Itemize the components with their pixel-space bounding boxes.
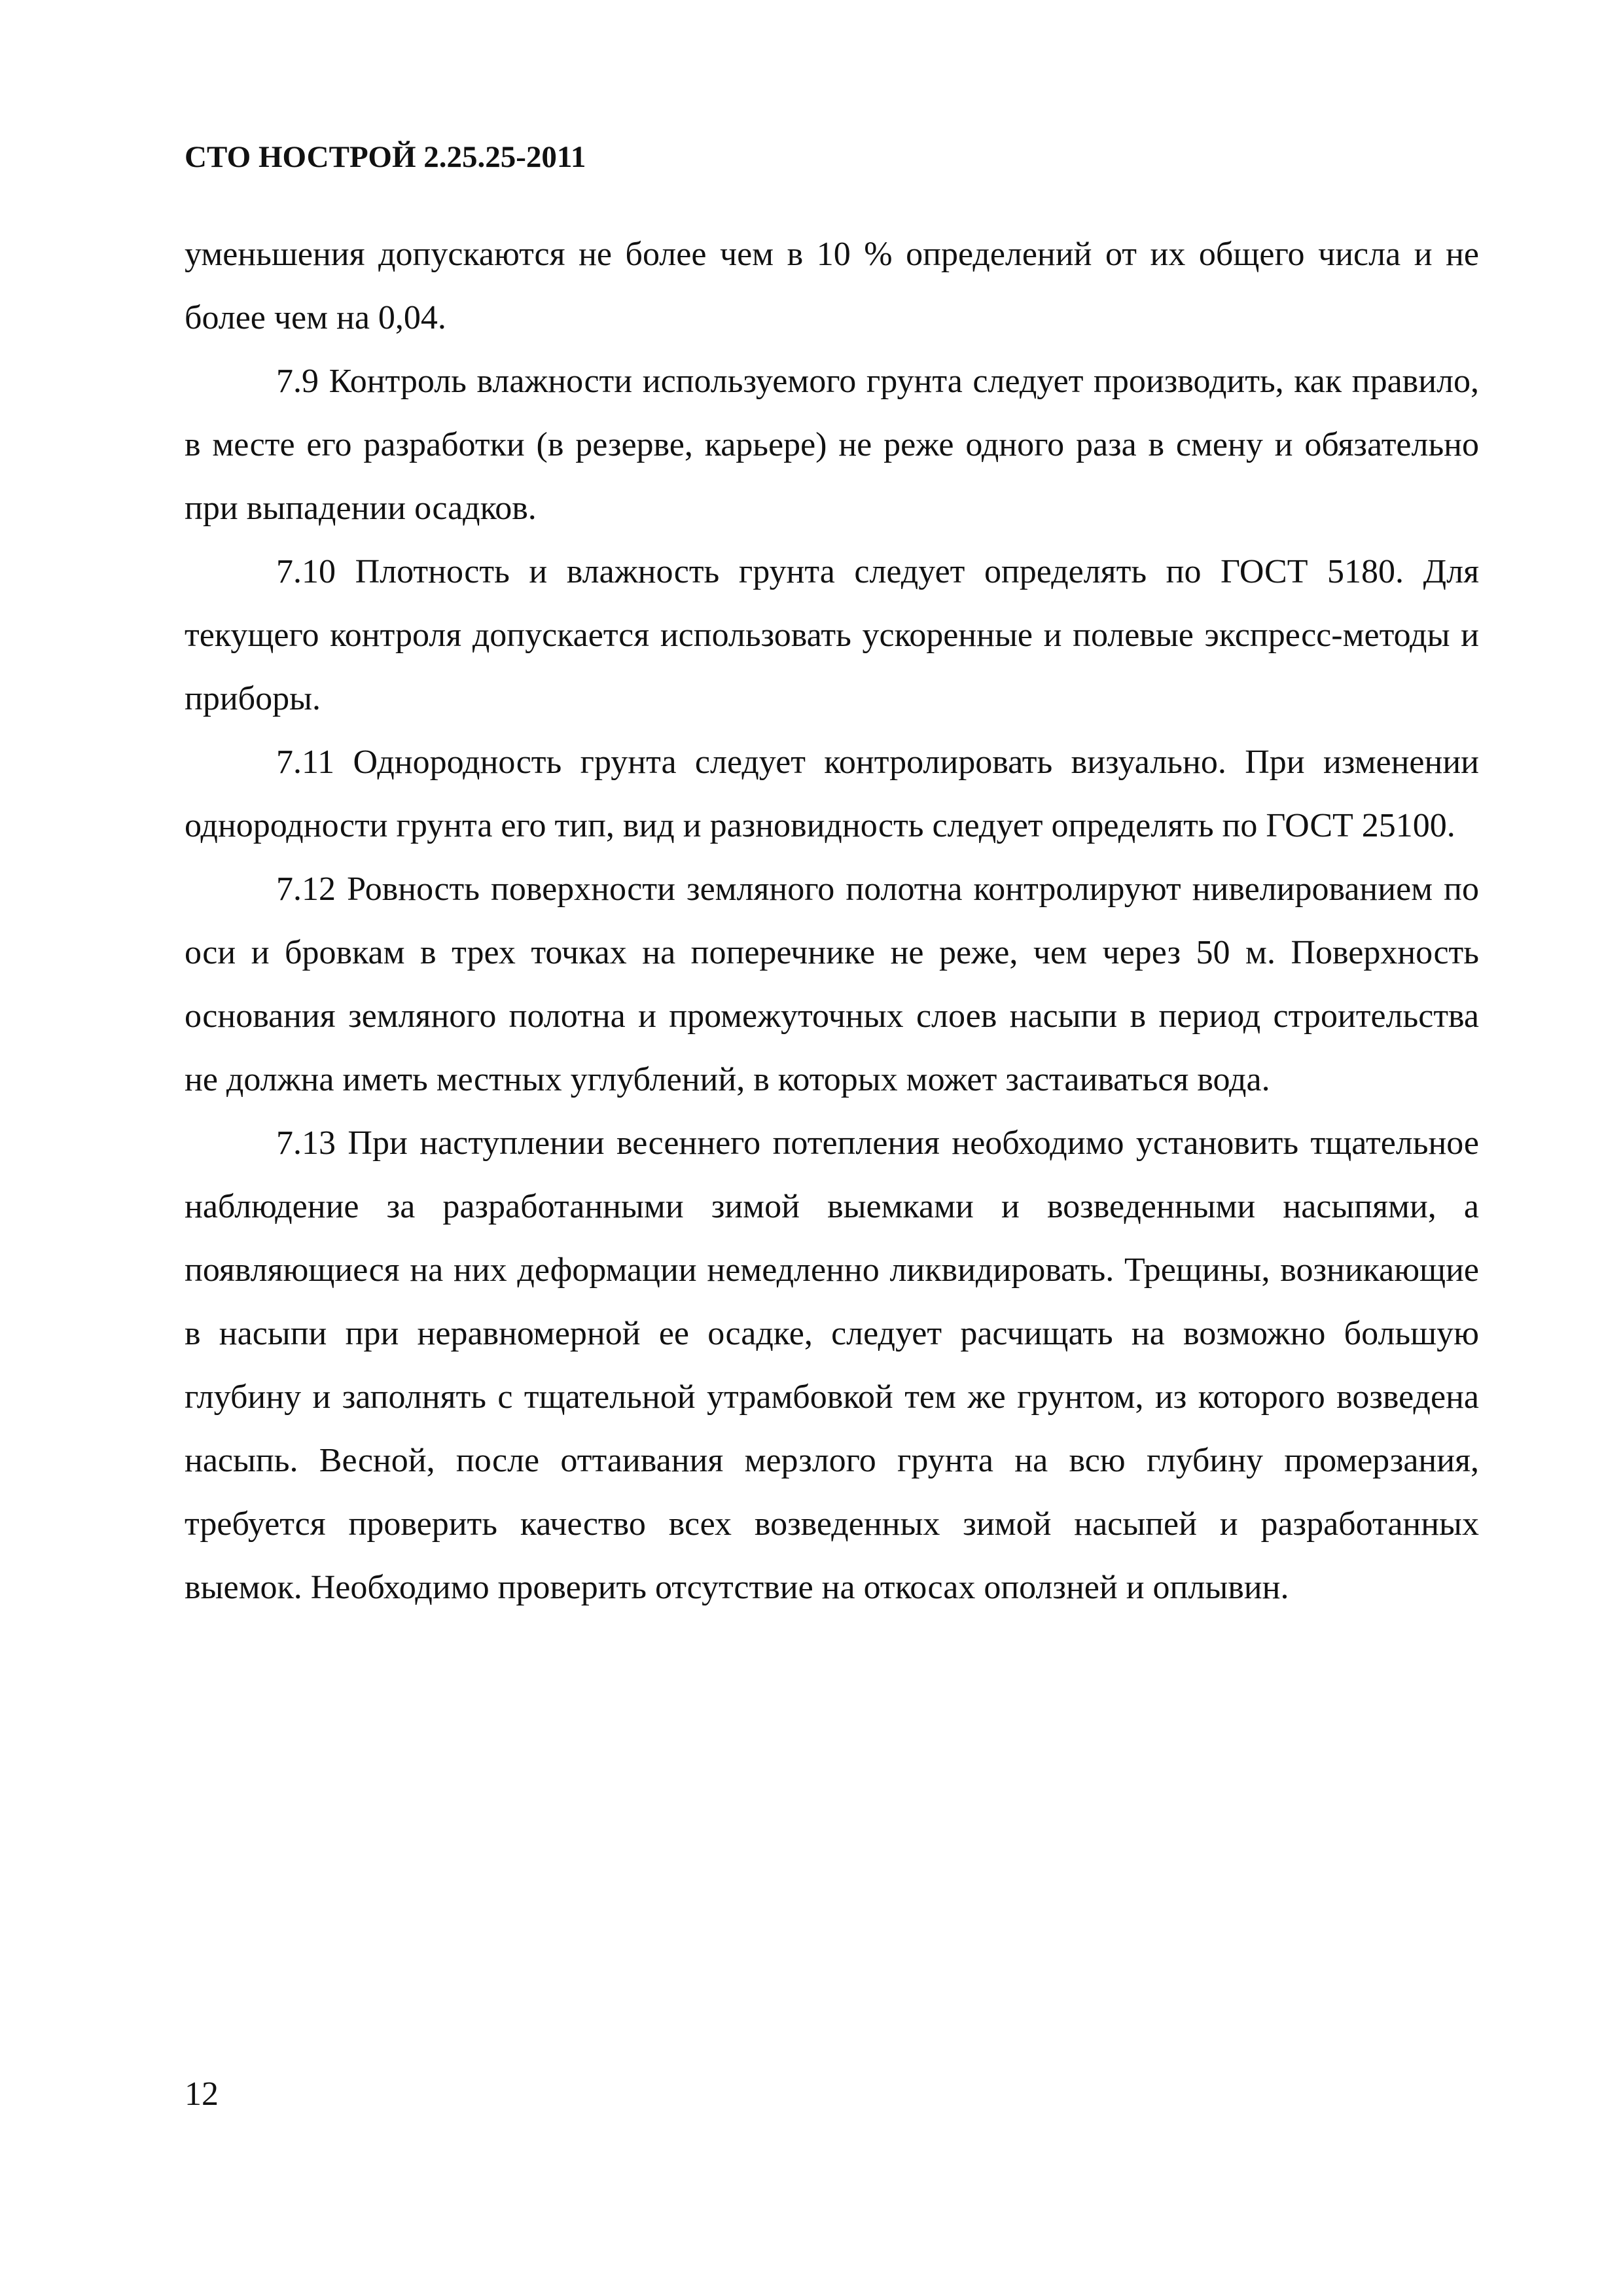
paragraph-7-11: 7.11 Однородность грунта следует контролировать визуально. При изменении однородности грунта его тип, вид и разновидность следует определять по ГОСТ 25100. xyxy=(185,744,1479,844)
document-header: СТО НОСТРОЙ 2.25.25-2011 xyxy=(185,140,586,174)
paragraph-7-12: 7.12 Ровность поверхности земляного полотна контролируют нивелированием по оси и бровкам в трех точках на поперечнике не реже, чем через 50 м. Поверхность основания земляного полотна и промежуточных слоев насыпи в период строительства не должна иметь местных углублений, в которых может застаиваться вода. xyxy=(185,870,1479,1098)
paragraph-7-10: 7.10 Плотность и влажность грунта следует определять по ГОСТ 5180. Для текущего контроля допускается использовать ускоренные и полевые экспресс-методы и приборы. xyxy=(185,553,1479,717)
paragraph-7-9: 7.9 Контроль влажности используемого грунта следует производить, как правило, в месте его разработки (в резерве, карьере) не реже одного раза в смену и обязательно при выпадении осадков. xyxy=(185,363,1479,527)
paragraph-continuation: уменьшения допускаются не более чем в 10 % определений от их общего числа и не более чем на 0,04. xyxy=(185,236,1479,336)
page-number: 12 xyxy=(185,2075,219,2113)
paragraph-7-13: 7.13 При наступлении весеннего потепления необходимо установить тщательное наблюдение за разработанными зимой выемками и возведенными насыпями, а появляющиеся на них деформации немедленно ликвидировать. Трещины, возникающие в насыпи при неравномерной ее осадке, следует расчищать на возможно большую глубину и заполнять с тщательной утрамбовкой тем же грунтом, из которого возведена насыпь. Весной, после оттаивания мерзлого грунта на всю глубину промерзания, требуется проверить качество всех возведенных зимой насыпей и разработанных выемок. Необходимо проверить отсутствие на откосах оползней и оплывин. xyxy=(185,1124,1479,1606)
document-body xyxy=(185,223,1479,1619)
